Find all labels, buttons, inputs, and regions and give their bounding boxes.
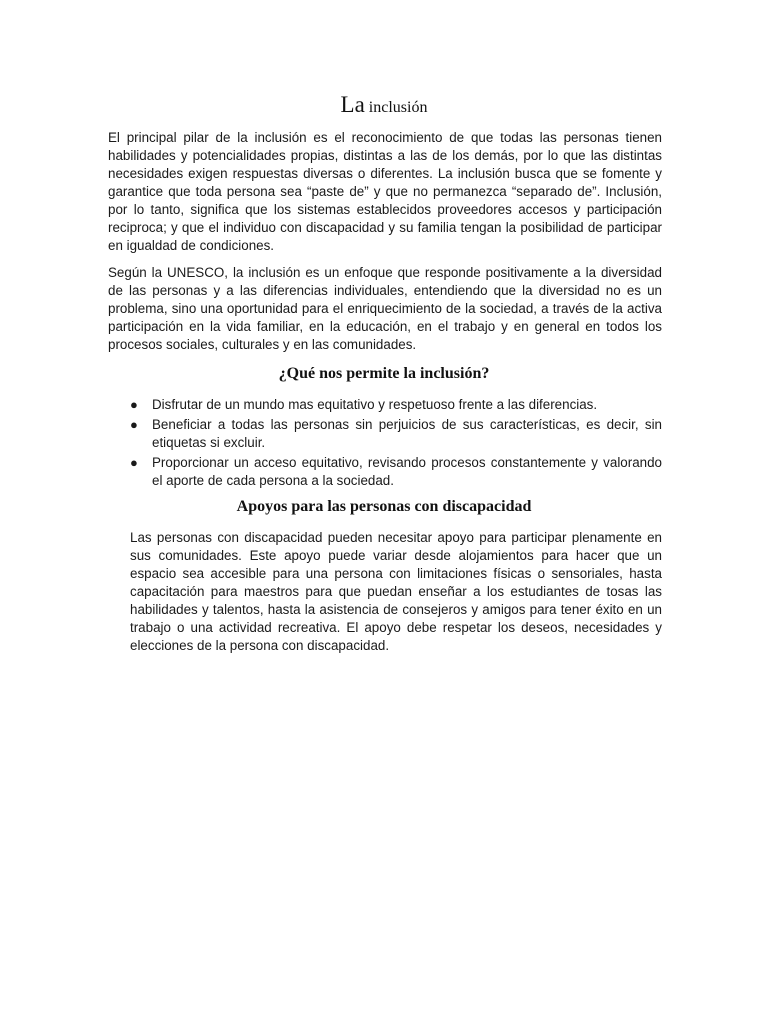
bullet-icon: ● xyxy=(130,397,138,412)
bullet-icon: ● xyxy=(130,417,138,432)
list-item xyxy=(108,454,662,490)
list-item xyxy=(108,396,662,414)
list-item xyxy=(108,416,662,452)
section-heading-benefits: ¿Qué nos permite la inclusión? xyxy=(278,365,490,382)
title-big: La xyxy=(340,92,365,117)
intro-paragraph: El principal pilar de la inclusión es el reconocimiento de que todas las personas tienen habilidades y potencialidades propias, distintas a las de los demás, por lo que las distintas necesidades exigen respuestas diversas o diferentes. La inclusión busca que se fomente y garantice que toda persona sea “paste de” y que no permanezca “separado de”. Inclusión, por lo tanto, significa que los sistemas establecidos proveedores accesos y participación reciproca; y que el individuo con discapacidad y su familia tengan la posibilidad de participar en igualdad de condiciones. xyxy=(108,130,662,253)
supports-paragraph: Las personas con discapacidad pueden necesitar apoyo para participar plenamente en sus comunidades. Este apoyo puede variar desde alojamientos para hacer que un espacio sea accesible para una persona con limitaciones físicas o sensoriales, hasta capacitación para maestros para que puedan enseñar a los estudiantes de tosas las habilidades y talentos, hasta la asistencia de consejeros y amigos para tener éxito en un trabajo o una actividad recreativa. El apoyo debe respetar los deseos, necesidades y elecciones de la persona con discapacidad. xyxy=(130,530,662,653)
bullet-icon: ● xyxy=(130,455,138,470)
unesco-paragraph: Según la UNESCO, la inclusión es un enfoque que responde positivamente a la diversidad de las personas y a las diferencias individuales, entendiendo que la diversidad no es un problema, sino una oportunidad para el enriquecimiento de la sociedad, a través de la activa participación en la vida familiar, en la educación, en el trabajo y en general en todos los procesos sociales, culturales y en las comunidades. xyxy=(108,265,662,352)
benefits-list xyxy=(108,396,662,492)
list-item-text: Proporcionar un acceso equitativo, revisando procesos constantemente y valorando el aporte de cada persona a la sociedad. xyxy=(152,455,662,488)
title-small: inclusión xyxy=(364,99,428,116)
list-item-text: Disfrutar de un mundo mas equitativo y respetuoso frente a las diferencias. xyxy=(152,397,598,412)
document-title xyxy=(0,92,768,118)
list-item-text: Beneficiar a todas las personas sin perjuicios de sus características, es decir, sin etiquetas si excluir. xyxy=(152,417,662,450)
section-heading-supports: Apoyos para las personas con discapacidad xyxy=(236,498,532,515)
